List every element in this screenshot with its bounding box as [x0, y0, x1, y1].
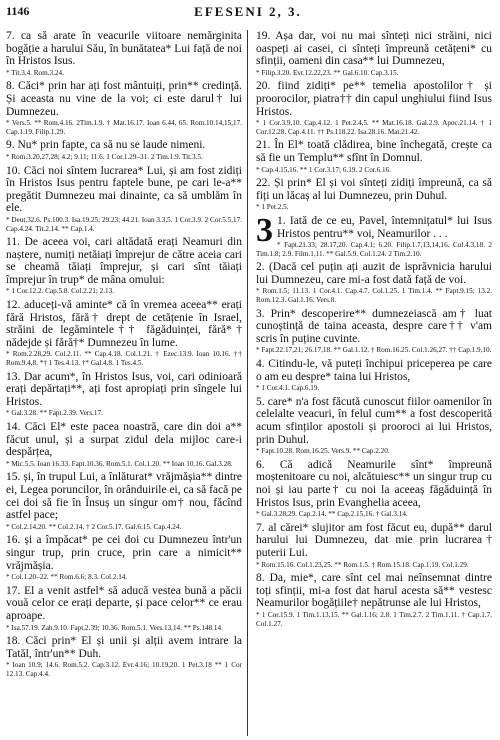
cross-references: * Tit.3.4. Rom.3.24.: [6, 68, 64, 77]
verse-text: 9. Nu* prin fapte, ca să nu se laude nimeni.: [6, 139, 206, 152]
column-divider: [247, 30, 248, 736]
verse-block: [256, 396, 492, 456]
verse-text: 12. aduceți-vă aminte* că în vremea aceea** erați fără Hristos, fără† drept de cetățenie în Israel, străini de legămintele†† făgăduinței, fără*† nădejde și fără†* Dumnezeu în lume.: [6, 299, 242, 349]
verse-text: 3. Prin* descoperire** dumnezeiască am† luat cunoștință de taina aceasta, despre care†† v'am scris în puține cuvinte.: [256, 307, 492, 345]
verse-block: [256, 572, 492, 628]
cross-references: * Gal.3.28,29. Cap.2.14. ** Cap.2.15,16. † Gal.3.14.: [256, 510, 408, 519]
cross-references: * Vers.5. ** Rom.4.16. 2Tim.1.9. † Mat.16.17. Ioan 6.44, 65. Rom.10.14,15,17. Cap.1.19. Filip.1.29.: [6, 119, 242, 136]
verse-block: [256, 522, 492, 569]
verse-text: 2. (Dacă cel puțin ați auzit de isprăvnicia harului lui Dumnezeu, care mi-a fost dată față de voi.: [256, 261, 492, 286]
verse-text: 20. fiind zidiți* pe** temelia apostolilor† și proorocilor, piatra†† din capul unghiului fiind Isus Hristos.: [256, 80, 492, 118]
cross-references: * Isa.57.19. Zah.9.10. Fapt.2.39; 10.36. Rom.5.1. Vers.13,14. ** Ps.148.14.: [6, 623, 223, 632]
chapter-intro-refs: * Fapt.21.33; 28.17,20. Cap.4.1; 6.20. Filip.1.7,13,14,16. Col.4.3,18. 2 Tim.1.8; 2.9. Film.1,11. ** Gal.5.9. Col.1.24. 2 Tim.2.10.: [256, 241, 492, 258]
verse-text: 8. Căci* prin har ați fost mântuiți, prin** credință. Și aceasta nu vine de la voi; ci este darul† lui Dumnezeu.: [6, 80, 242, 118]
verse-text: 17. El a venit astfel* să aducă vestea bună a păcii vouă celor ce erați departe, și pace celor** ce erau aproape.: [6, 584, 242, 622]
verse-text: 7. al cărei* slujitor am fost făcut eu, după** darul harului lui Dumnezeu, dat mie prin lucrarea† puterii Lui.: [256, 521, 492, 559]
cross-references: * Fapt.22.17,21; 26.17,18. ** Gal.1.12. † Rom.16.25. Col.1.26,27. †† Cap.1.9,10.: [256, 346, 492, 355]
verse-block: [256, 30, 492, 77]
cross-references: * Rom.1.5; 11.13. 1 Cor.4.1. Cap.4.7. Col.1.25. 1 Tim.1.4. ** Fapt.9.15; 13.2. Rom.12.3. Gal.1.16. Vers.8.: [256, 287, 492, 305]
verse-block: [256, 459, 492, 519]
cross-references: * Col.1.20–22. ** Rom.6.6; 8.3. Col.2.14.: [6, 573, 128, 582]
cross-references: * Ioan 10.9; 14.6. Rom.5.2. Cap.3.12. Evr.4.16; 10.19,20. 1 Pet.3.18 ** 1 Cor 12.13. Cap.4.4.: [6, 661, 242, 678]
verse-block: [6, 165, 242, 234]
cross-references: * Rom.15.16. Col.1.23,25. ** Rom.1.5. † Rom.15.18. Cap.1.19. Col.1.29.: [256, 560, 469, 569]
cross-references: * 1 Cor.15.9. 1 Tim.1.13,15. ** Gal.1.16; 2.8. 1 Tim.2.7. 2 Tim.1.11. † Cap.1.7. Col.1.27.: [256, 610, 492, 628]
cross-references: * 1 Cor.3.9,10. Cap.4.12. 1 Pet.2.4,5. ** Mat.16.18. Gal.2.9. Apoc.21.14. † 1 Cor.12.28. Cap.4.11. †† Ps.118.22. Isa.28.16. Mat.21.42.: [256, 119, 492, 136]
verse-block: [6, 371, 242, 418]
verse-text: 13. Dar acum*, în Hristos Isus, voi, cari odinioară erați depărtați**, ați fost apropiați prin sîngele lui Hristos.: [6, 370, 242, 408]
verse-block: [6, 236, 242, 296]
verse-text: 16. și a împăcat* pe cei doi cu Dumnezeu într'un singur trup, prin cruce, prin care a nimicit** vrăjmășia.: [6, 534, 242, 572]
cross-references: * 1 Pet.2.5.: [256, 203, 289, 212]
cross-references: * Deut.32.6. Ps.100.3. Isa.19.25; 29.23; 44.21. Ioan 3.3,5. 1 Cor.3.9. 2 Cor.5.5,17. Cap.4.24. Tit.2.14. ** Cap.1.4.: [6, 215, 242, 233]
verse-text: 7. ca să arate în veacurile viitoare nemărginita bogăție a harului Său, în bunătatea* Lui față de noi în Hristos Isus.: [6, 30, 242, 68]
verse-block: [6, 471, 242, 531]
verse-block: [256, 308, 492, 355]
verse-block: [6, 534, 242, 581]
page-header: [6, 4, 490, 24]
verse-text: 19. Așa dar, voi nu mai sînteți nici străini, nici oaspeți ai casei, ci sînteți împreună cetățeni* cu sfinții, oameni din casa** lui Dumnezeu,: [256, 30, 492, 68]
verse-text: 21. În El* toată clădirea, bine închegată, crește ca să fie un Templu** sfînt în Domnul.: [256, 139, 492, 164]
verse-text: 5. care* n'a fost făcută cunoscut fiilor oamenilor în celelalte veacuri, în felul cum** a fost descoperită acum sfinților apostoli și prooroci ai lui Hristos, prin Duhul.: [256, 395, 492, 446]
cross-references: * Fapt.10.28. Rom.16.25. Vers.9. ** Cap.2.20.: [256, 447, 390, 456]
verse-block: [6, 635, 242, 678]
verse-block: [6, 585, 242, 632]
cross-references: * Col.2.14,20. ** Col.2.14. † 2 Cor.5.17. Gal.6.15. Cap.4.24.: [6, 522, 182, 531]
verse-block: [6, 421, 242, 468]
cross-references: * 1 Cor.12.2. Cap.5.8. Col.2.21; 2.13.: [6, 287, 115, 296]
chapter-intro-text: [256, 211, 492, 249]
verse-text: 8. Da, mie*, care sînt cel mai neînsemnat dintre toți sfinții, mi-a fost dat harul acesta să** vestesc Neamurilor bogățiile† nepătrunse ale lui Hristos,: [256, 572, 492, 610]
right-column-verses: [256, 30, 492, 212]
running-title: EFESENI 2, 3.: [194, 4, 302, 19]
chapter-number: 3: [256, 211, 273, 249]
cross-references: * Rom.3.20,27,28; 4.2; 9.11; 11.6. 1 Cor.1.29–31. 2 Tim.1.9. Tit.3.5.: [6, 152, 203, 161]
verse-text: 6. Că adică Neamurile sînt* împreună moștenitoare cu noi, alcătuiesc** un singur trup cu noi și iau parte† cu noi la aceeaș făgăduință în Hristos Isus, prin Evanghelia aceea,: [256, 458, 492, 509]
verse-text: 15. și, în trupul Lui, a înlăturat* vrăjmășia** dintre ei, Legea poruncilor, în orânduirile ei, ca să facă pe cei doi să fie în Însuș un singur om† nou, făcînd astfel pace;: [6, 471, 242, 522]
chapter-verses: [256, 261, 492, 628]
cross-references: * Gal.3.28. ** Fapt.2.39. Vers.17.: [6, 409, 103, 418]
verse-block: [256, 261, 492, 304]
cross-references: * Mic.5.5. Ioan 16.33. Fapt.10.36. Rom.5.1. Col.1.20. ** Ioan 10.16. Gal.3.28.: [6, 459, 233, 468]
left-column: [6, 30, 242, 736]
verse-block: [6, 299, 242, 368]
verse-text: 11. De aceea voi, cari altădată erați Neamuri din naștere, numiți netăiați împrejur de către aceia cari se cheamă tăiați împrejur, și cari sînt tăiați împrejur în trup* de mâna omului:: [6, 236, 242, 286]
verse-block: [256, 80, 492, 136]
verse-block: [256, 177, 492, 212]
verse-block: [6, 139, 242, 161]
verse-text: 14. Căci El* este pacea noastră, care din doi a** făcut unul, și a surpat zidul dela mijloc care-i despărțea,: [6, 421, 242, 459]
page-number: 1146: [6, 4, 30, 18]
verse-block: [256, 358, 492, 393]
cross-references: * 1 Cor.4.1. Cap.6.19.: [256, 384, 320, 393]
verse-text: 4. Citindu-le, vă puteți închipui priceperea pe care o am eu despre* taina lui Hristos,: [256, 358, 492, 383]
verse-block: [256, 139, 492, 174]
cross-references: * Cap.4.15,16. ** 1 Cor.3.17; 6.19. 2 Cor.6.16.: [256, 165, 391, 174]
right-column: [256, 30, 492, 736]
cross-references: * Rom.2.28,29. Col.2.11. ** Cap.4.18. Col.1.21. † Ezec.13.9. Ioan 10.16. †† Rom.9.4,8. *† 1 Tes.4.13. †* Gal.4.8. 1 Tes.4.5.: [6, 350, 242, 368]
verse-text: 10. Căci noi sîntem lucrarea* Lui, și am fost zidiți în Hristos Isus pentru faptele bune, pe cari le-a** pregătit Dumnezeu mai dinainte, ca să umblăm în ele.: [6, 164, 242, 215]
verse-text: 22. Și prin* El și voi sînteți zidiți împreună, ca să fiți un lăcaș al lui Dumnezeu, prin Duhul.: [256, 177, 492, 202]
verse-block: [6, 80, 242, 136]
chapter-intro-verse: 1. Iată de ce eu, Pavel, întemnițatul* lui Isus Hristos pentru** voi, Neamurilor . . .: [277, 214, 492, 240]
chapter-intro: [256, 211, 492, 258]
verse-text: 18. Căci prin* El și unii și alții avem intrare la Tatăl, într'un** Duh.: [6, 635, 242, 660]
verse-block: [6, 30, 242, 77]
cross-references: * Filip.3.20. Evr.12.22,23. ** Gal.6.10. Cap.3.15.: [256, 68, 399, 77]
